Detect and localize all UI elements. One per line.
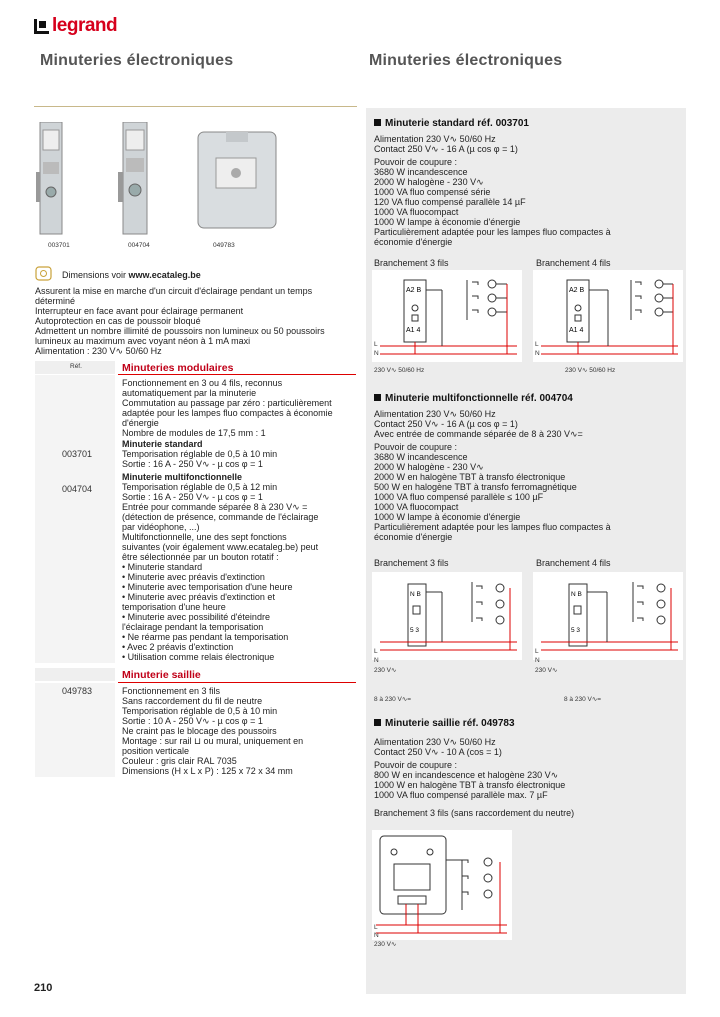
text-line: Contact 250 V∿ - 10 A (cos = 1) xyxy=(374,747,502,757)
text-line: 3680 W incandescence xyxy=(374,452,468,462)
text-line: position verticale xyxy=(122,746,190,756)
diag3-N: N xyxy=(374,932,379,939)
text-line: 2000 W halogène - 230 V∿ xyxy=(374,177,484,187)
modulaires-intro xyxy=(122,378,358,438)
text-line: économie d'énergie xyxy=(374,237,453,247)
text-line: Sans raccordement du fil de neutre xyxy=(122,696,263,706)
logo-mark-icon xyxy=(34,19,49,34)
text-line: Sortie : 16 A - 250 V∿ - µ cos φ = 1 xyxy=(122,492,263,502)
text-line: Dimensions (H x L x P) : 125 x 72 x 34 mm xyxy=(122,766,293,776)
text-line: Sortie : 10 A - 250 V∿ - µ cos φ = 1 xyxy=(122,716,263,726)
product-ref-049783: 049783 xyxy=(213,242,235,249)
standard-block xyxy=(122,439,358,469)
r2-title: Minuterie multifonctionnelle réf. 004704 xyxy=(385,393,573,404)
diag2a-cmd: 8 à 230 V∿= xyxy=(374,696,412,703)
text-line: Alimentation 230 V∿ 50/60 Hz xyxy=(374,737,496,747)
multi-block xyxy=(122,472,358,662)
text-line: Ne craint pas le blocage des poussoirs xyxy=(122,726,277,736)
text-line: Multifonctionnelle, une des sept fonctions xyxy=(122,532,287,542)
text-line: • Utilisation comme relais électronique xyxy=(122,652,275,662)
text-line: Nombre de modules de 17,5 mm : 1 xyxy=(122,428,266,438)
text-line: automatiquement par la minuterie xyxy=(122,388,257,398)
text-line: 1000 VA fluo compensé parallèle max. 7 µF xyxy=(374,790,548,800)
text-line: • Minuterie avec temporisation d'une heure xyxy=(122,582,293,592)
diag2b-cmd: 8 à 230 V∿= xyxy=(564,696,602,703)
text-line: Fonctionnement en 3 ou 4 fils, reconnus xyxy=(122,378,283,388)
intro-line: Interrupteur en face avant pour éclairage permanent xyxy=(35,306,244,316)
diag2b-supply: 230 V∿ xyxy=(535,667,558,674)
text-line: • Minuterie avec préavis d'extinction xyxy=(122,572,265,582)
diag3-supply: 230 V∿ xyxy=(374,941,397,948)
diag2a-supply: 230 V∿ xyxy=(374,667,397,674)
ref-004704: 004704 xyxy=(62,484,93,494)
r2-branch4-label: Branchement 4 fils xyxy=(536,558,611,568)
r3-title: Minuterie saillie réf. 049783 xyxy=(385,718,515,729)
diag1b-supply: 230 V∿ 50/60 Hz xyxy=(565,367,616,374)
text-line: Temporisation réglable de 0,5 à 10 min xyxy=(122,449,278,459)
ref-column xyxy=(35,375,115,663)
text-line: 1000 W lampe à économie d'énergie xyxy=(374,217,521,227)
r3-branch-label: Branchement 3 fils (sans raccordement du neutre) xyxy=(374,808,575,818)
text-line: 1000 VA fluo compensé parallèle ≤ 100 µF xyxy=(374,492,544,502)
text-line: Particulièrement adaptée pour les lampes fluo compactes à xyxy=(374,522,611,532)
text-line: 1000 W en halogène TBT à transfo électronique xyxy=(374,780,566,790)
r2-supply xyxy=(374,409,674,439)
text-line: 800 W en incandescence et halogène 230 V∿ xyxy=(374,770,559,780)
text-line: d'énergie xyxy=(122,418,159,428)
text-line: 1000 VA fluo compensé série xyxy=(374,187,491,197)
text-line: 2000 W en halogène TBT à transfo électronique xyxy=(374,472,566,482)
product-image-004704 xyxy=(118,122,152,237)
r1-branch4-label: Branchement 4 fils xyxy=(536,258,611,268)
wiring-diagram-3-fils-standard xyxy=(372,270,522,362)
r1-branch3-label: Branchement 3 fils xyxy=(374,258,449,268)
text-line: 120 VA fluo compensé parallèle 14 µF xyxy=(374,197,526,207)
dimensions-icon xyxy=(35,266,53,282)
svg-text:N B: N B xyxy=(571,591,582,598)
text-line: 1000 VA fluocompact xyxy=(374,502,459,512)
right-title: Minuteries électroniques xyxy=(369,52,563,69)
text-line: Pouvoir de coupure : xyxy=(374,760,458,770)
diag1b-N: N xyxy=(535,350,540,357)
saillie-header: Minuterie saillie xyxy=(122,669,201,681)
svg-text:5 3: 5 3 xyxy=(410,627,420,634)
diag1b-L: L xyxy=(535,341,539,348)
text-line: Pouvoir de coupure : xyxy=(374,157,458,167)
text-line: adaptée pour les lampes fluo compactes à économie xyxy=(122,408,333,418)
wiring-diagram-4-fils-multi xyxy=(533,572,683,660)
text-line: • Ne réarme pas pendant la temporisation xyxy=(122,632,289,642)
r2-title-row xyxy=(374,393,573,404)
product-ref-003701: 003701 xyxy=(48,242,70,249)
svg-text:A2 B: A2 B xyxy=(569,287,585,294)
text-line: 500 W en halogène TBT à transfo ferromagnétique xyxy=(374,482,577,492)
text-line: • Avec 2 préavis d'extinction xyxy=(122,642,234,652)
saillie-ref-column xyxy=(35,683,115,777)
r1-power xyxy=(374,157,674,247)
ref-header: Réf. xyxy=(70,363,82,370)
intro-line: Admettent un nombre illimité de poussoirs non lumineux ou 50 poussoirs xyxy=(35,326,325,336)
page-number: 210 xyxy=(34,982,53,994)
text-line: temporisation d'une heure xyxy=(122,602,226,612)
dimensions-note xyxy=(62,270,201,280)
intro-line: Autoprotection en cas de poussoir bloqué xyxy=(35,316,201,326)
svg-text:5 3: 5 3 xyxy=(571,627,581,634)
svg-text:N B: N B xyxy=(410,591,421,598)
text-line: 1000 VA fluocompact xyxy=(374,207,459,217)
text-line: Fonctionnement en 3 fils xyxy=(122,686,221,696)
text-line: être sélectionnée par un bouton rotatif : xyxy=(122,552,279,562)
diag2b-L: L xyxy=(535,648,539,655)
text-line: Temporisation réglable de 0,5 à 10 min xyxy=(122,706,278,716)
text-line: • Minuterie standard xyxy=(122,562,203,572)
dimensions-note-link[interactable]: www.ecataleg.be xyxy=(128,270,201,280)
standard-name: Minuterie standard xyxy=(122,439,203,449)
saillie-block xyxy=(122,686,358,776)
intro-line: Assurent la mise en marche d'un circuit d'éclairage pendant un temps xyxy=(35,286,313,296)
diag2a-L: L xyxy=(374,648,378,655)
wiring-diagram-4-fils-standard xyxy=(533,270,683,362)
text-line: Entrée pour commande séparée 8 à 230 V∿ = xyxy=(122,502,308,512)
text-line: Sortie : 16 A - 250 V∿ - µ cos φ = 1 xyxy=(122,459,263,469)
text-line: • Minuterie avec préavis d'extinction et xyxy=(122,592,275,602)
diag1a-L: L xyxy=(374,341,378,348)
saillie-rule xyxy=(118,682,356,683)
bullet-square-icon xyxy=(374,119,381,126)
diag1a-supply: 230 V∿ 50/60 Hz xyxy=(374,367,425,374)
multi-name: Minuterie multifonctionnelle xyxy=(122,472,243,482)
text-line: Couleur : gris clair RAL 7035 xyxy=(122,756,237,766)
text-line: • Minuterie avec possibilité d'éteindre xyxy=(122,612,270,622)
title-rule xyxy=(34,106,357,107)
wiring-diagram-3-fils-multi xyxy=(372,572,522,660)
text-line: économie d'énergie xyxy=(374,532,453,542)
intro-line: Alimentation : 230 V∿ 50/60 Hz xyxy=(35,346,162,356)
diag3-L: L xyxy=(374,924,378,931)
dimensions-note-prefix: Dimensions voir xyxy=(62,270,129,280)
ref-049783: 049783 xyxy=(62,686,93,696)
diag2a-N: N xyxy=(374,657,379,664)
r1-title: Minuterie standard réf. 003701 xyxy=(385,118,529,129)
brand-name: legrand xyxy=(52,15,118,36)
text-line: Alimentation 230 V∿ 50/60 Hz xyxy=(374,409,496,419)
text-line: par vidéophone, ...) xyxy=(122,522,200,532)
intro-text xyxy=(35,286,355,356)
svg-text:A1 4: A1 4 xyxy=(569,327,584,334)
text-line: Contact 250 V∿ - 16 A (µ cos φ = 1) xyxy=(374,419,518,429)
text-line: 3680 W incandescence xyxy=(374,167,468,177)
svg-text:A1 4: A1 4 xyxy=(406,327,421,334)
text-line: suivantes (voir également www.ecataleg.be) peut xyxy=(122,542,319,552)
svg-text:A2 B: A2 B xyxy=(406,287,422,294)
text-line: Alimentation 230 V∿ 50/60 Hz xyxy=(374,134,496,144)
text-line: Contact 250 V∿ - 16 A (µ cos φ = 1) xyxy=(374,144,518,154)
r3-power xyxy=(374,760,674,800)
product-image-049783 xyxy=(196,130,278,230)
text-line: Particulièrement adaptée pour les lampes fluo compactes à xyxy=(374,227,611,237)
ref-003701: 003701 xyxy=(62,449,93,459)
text-line: l'éclairage pendant la temporisation xyxy=(122,622,264,632)
r1-title-row xyxy=(374,118,529,129)
text-line: Temporisation réglable de 0,5 à 12 min xyxy=(122,482,278,492)
text-line: (détection de présence, commande de l'éclairage xyxy=(122,512,319,522)
brand-logo xyxy=(34,15,117,37)
text-line: Avec entrée de commande séparée de 8 à 230 V∿= xyxy=(374,429,583,439)
r2-branch3-label: Branchement 3 fils xyxy=(374,558,449,568)
text-line: 2000 W halogène - 230 V∿ xyxy=(374,462,484,472)
r3-supply xyxy=(374,737,674,757)
diag1a-N: N xyxy=(374,350,379,357)
intro-line: lumineux au maximum avec voyant néon à 1 mA maxi xyxy=(35,336,251,346)
diag2b-N: N xyxy=(535,657,540,664)
bullet-square-icon xyxy=(374,394,381,401)
wiring-diagram-saillie xyxy=(372,830,512,940)
left-title: Minuteries électroniques xyxy=(40,52,234,69)
text-line: Pouvoir de coupure : xyxy=(374,442,458,452)
product-ref-004704: 004704 xyxy=(128,242,150,249)
text-line: 1000 W lampe à économie d'énergie xyxy=(374,512,521,522)
saillie-ref-header-cell xyxy=(35,668,115,681)
modulaires-rule xyxy=(118,374,356,375)
text-line: Commutation au passage par zéro : particulièrement xyxy=(122,398,332,408)
text-line: Montage : sur rail ⊔ ou mural, uniquement en xyxy=(122,736,304,746)
r3-title-row xyxy=(374,718,515,729)
intro-line: déterminé xyxy=(35,296,76,306)
r2-power xyxy=(374,442,674,542)
bullet-square-icon xyxy=(374,719,381,726)
modulaires-header: Minuteries modulaires xyxy=(122,362,234,374)
product-image-003701 xyxy=(36,122,66,237)
r1-supply xyxy=(374,134,674,154)
